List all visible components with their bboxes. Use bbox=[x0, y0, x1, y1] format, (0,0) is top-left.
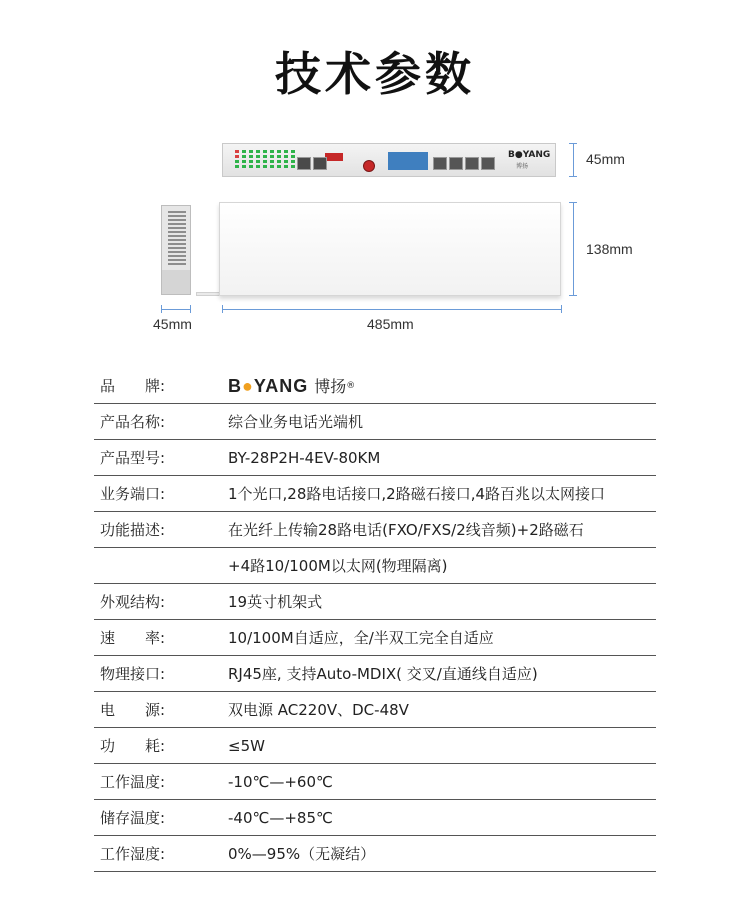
spec-table bbox=[94, 368, 656, 872]
vent-slat bbox=[168, 263, 186, 265]
vent-slat bbox=[168, 259, 186, 261]
spec-row bbox=[94, 656, 656, 692]
status-led bbox=[284, 155, 288, 158]
depth-label: 138mm bbox=[586, 241, 633, 257]
width-dimension-line bbox=[222, 309, 562, 310]
vent-slat bbox=[168, 219, 186, 221]
status-led bbox=[277, 165, 281, 168]
device-brand-cn: 博扬 bbox=[516, 163, 529, 170]
vent-slat bbox=[168, 239, 186, 241]
spec-key: 速 率: bbox=[100, 629, 166, 647]
rj45-port bbox=[297, 157, 311, 170]
vent-slat bbox=[168, 215, 186, 217]
dimension-tick bbox=[569, 176, 577, 177]
height-label: 45mm bbox=[586, 151, 625, 167]
width-label: 485mm bbox=[367, 316, 414, 332]
status-led bbox=[249, 155, 253, 158]
brand-o-mark: ● bbox=[242, 376, 254, 396]
device-top-view bbox=[219, 202, 561, 296]
dimension-tick bbox=[161, 305, 162, 313]
spec-key: 产品型号: bbox=[100, 449, 166, 467]
spec-row bbox=[94, 800, 656, 836]
status-led bbox=[263, 150, 267, 153]
status-led bbox=[256, 165, 260, 168]
spec-key: 功 耗: bbox=[100, 737, 166, 755]
status-led bbox=[235, 150, 239, 153]
spec-value: 综合业务电话光端机 bbox=[228, 413, 364, 431]
height-dimension-line bbox=[573, 143, 574, 177]
device-front-panel bbox=[222, 143, 556, 177]
vent-slat bbox=[168, 235, 186, 237]
ethernet-port bbox=[433, 157, 447, 170]
spec-value: 双电源 AC220V、DC-48V bbox=[228, 701, 409, 719]
spec-row bbox=[94, 836, 656, 872]
brand-letters: YANG bbox=[253, 376, 309, 396]
model-label-sticker bbox=[388, 152, 428, 170]
spec-value: 19英寸机架式 bbox=[228, 593, 323, 611]
spec-key: 工作温度: bbox=[100, 773, 166, 791]
status-led bbox=[263, 165, 267, 168]
spec-row bbox=[94, 512, 656, 548]
spec-row bbox=[94, 404, 656, 440]
status-led bbox=[249, 160, 253, 163]
spec-value: 10/100M自适应，全/半双工完全自适应 bbox=[228, 629, 494, 647]
spec-value: 0%—95%（无凝结） bbox=[228, 845, 376, 863]
spec-row-brand bbox=[94, 368, 656, 404]
brand-cn-name: 博扬 bbox=[314, 377, 347, 396]
spec-key: 工作湿度: bbox=[100, 845, 166, 863]
spec-value: 在光纤上传输28路电话(FXO/FXS/2线音频)+2路磁石 bbox=[228, 521, 584, 539]
status-led bbox=[256, 160, 260, 163]
status-led bbox=[277, 150, 281, 153]
power-button bbox=[363, 160, 375, 172]
dimension-tick bbox=[569, 143, 577, 144]
spec-key: 电 源: bbox=[100, 701, 166, 719]
status-led bbox=[256, 155, 260, 158]
depth-dimension-line bbox=[573, 202, 574, 296]
status-led bbox=[242, 165, 246, 168]
status-led bbox=[235, 155, 239, 158]
dimension-tick bbox=[561, 305, 562, 313]
rj45-port bbox=[313, 157, 327, 170]
status-led bbox=[270, 160, 274, 163]
ethernet-port bbox=[465, 157, 479, 170]
side-bracket bbox=[162, 270, 190, 294]
status-led bbox=[270, 155, 274, 158]
spec-value: BY-28P2H-4EV-80KM bbox=[228, 449, 381, 467]
status-led bbox=[277, 160, 281, 163]
spec-value: -10℃—+60℃ bbox=[228, 773, 333, 791]
vent-slat bbox=[168, 211, 186, 213]
status-led bbox=[242, 160, 246, 163]
spec-key: 产品名称: bbox=[100, 413, 166, 431]
status-led bbox=[284, 150, 288, 153]
spec-row bbox=[94, 584, 656, 620]
dimension-tick bbox=[222, 305, 223, 313]
status-led bbox=[249, 165, 253, 168]
spec-key: 物理接口: bbox=[100, 665, 166, 683]
status-led bbox=[284, 160, 288, 163]
vent-slat bbox=[168, 251, 186, 253]
vent-slat bbox=[168, 243, 186, 245]
status-led bbox=[270, 165, 274, 168]
status-led bbox=[235, 165, 239, 168]
dimension-tick bbox=[569, 295, 577, 296]
side-width-label: 45mm bbox=[153, 316, 192, 332]
status-led bbox=[291, 160, 295, 163]
brand-letter: B bbox=[228, 376, 242, 396]
spec-key: 外观结构: bbox=[100, 593, 166, 611]
status-led bbox=[263, 155, 267, 158]
spec-row bbox=[94, 764, 656, 800]
status-led bbox=[263, 160, 267, 163]
status-led bbox=[291, 150, 295, 153]
spec-row bbox=[94, 548, 656, 584]
vent-slat bbox=[168, 247, 186, 249]
side-width-dimension-line bbox=[161, 309, 191, 310]
vent-slat bbox=[168, 231, 186, 233]
status-led bbox=[235, 160, 239, 163]
vent-slat bbox=[168, 255, 186, 257]
status-led bbox=[249, 150, 253, 153]
spec-value: ≤5W bbox=[228, 737, 265, 755]
status-led bbox=[270, 150, 274, 153]
spec-value: 1个光口,28路电话接口,2路磁石接口,4路百兆以太网接口 bbox=[228, 485, 606, 503]
spec-row bbox=[94, 620, 656, 656]
spec-value: RJ45座, 支持Auto-MDIX( 交叉/直通线自适应) bbox=[228, 665, 538, 683]
spec-row bbox=[94, 476, 656, 512]
spec-row bbox=[94, 692, 656, 728]
status-led bbox=[256, 150, 260, 153]
spec-key: 品 牌: bbox=[100, 377, 166, 395]
spec-row bbox=[94, 728, 656, 764]
status-led bbox=[277, 155, 281, 158]
status-led bbox=[242, 155, 246, 158]
status-led bbox=[242, 150, 246, 153]
dimension-tick bbox=[569, 202, 577, 203]
ethernet-port bbox=[449, 157, 463, 170]
status-led bbox=[284, 165, 288, 168]
status-led bbox=[291, 155, 295, 158]
status-led bbox=[291, 165, 295, 168]
device-brand-logo: B●YANG bbox=[508, 150, 551, 160]
dip-switch bbox=[325, 153, 343, 161]
brand-wordmark bbox=[228, 376, 308, 396]
brand-logo bbox=[228, 368, 355, 404]
registered-mark: ® bbox=[346, 381, 356, 391]
ethernet-port bbox=[481, 157, 495, 170]
spec-row bbox=[94, 440, 656, 476]
spec-key: 业务端口: bbox=[100, 485, 166, 503]
device-side-view bbox=[161, 205, 191, 295]
spec-value: -40℃—+85℃ bbox=[228, 809, 333, 827]
spec-key: 储存温度: bbox=[100, 809, 166, 827]
vent-slat bbox=[168, 223, 186, 225]
vent-slat bbox=[168, 227, 186, 229]
page-title: 技术参数 bbox=[275, 47, 475, 101]
spec-value: +4路10/100M以太网(物理隔离) bbox=[228, 557, 448, 575]
spec-key: 功能描述: bbox=[100, 521, 166, 539]
dimension-tick bbox=[190, 305, 191, 313]
